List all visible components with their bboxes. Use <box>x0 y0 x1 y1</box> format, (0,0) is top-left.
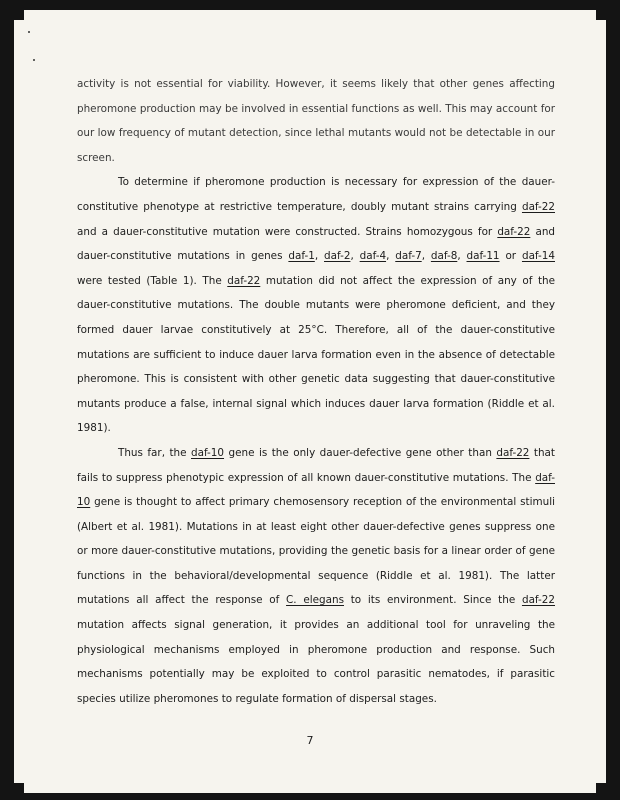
document-page <box>14 10 606 793</box>
gene-name: daf-8 <box>430 250 458 263</box>
text-run: , <box>421 250 431 263</box>
text-run: were tested (Table 1). The <box>77 274 228 287</box>
text-run: , <box>457 250 467 263</box>
page-corner-bottom-right <box>596 783 606 793</box>
paper-speck <box>33 59 35 61</box>
gene-name: C. elegans <box>286 594 344 607</box>
gene-name: daf-10 <box>77 471 555 509</box>
gene-name: daf-22 <box>496 446 530 459</box>
gene-name: daf-11 <box>466 250 500 263</box>
text-run: mutation did not affect the expression of any of the dauer-constitutive mutations. The double mutants were pheromone deficient, and they formed dauer larvae constitutively at 25°C. Therefore, all of the dauer-constitutive mutations are sufficient to induce dauer larva formation even in the absence of detectable pheromone. This is consistent with other genetic data suggesting that dauer-constitutive mutants produce a false, internal signal which induces dauer larva formation (Riddle et al. 1981). <box>77 274 555 435</box>
text-run: and dauer-constitutive mutations in genes <box>77 225 556 263</box>
gene-name: daf-7 <box>395 250 422 263</box>
text-run: , <box>314 250 325 263</box>
body-text <box>77 72 555 711</box>
text-run: activity is not essential for viability. However, it seems likely that other genes affecting pheromone production may be involved in essential functions as well. This may account for our low frequency of mutant detection, since lethal mutants would not be detectable in our screen. <box>77 78 555 164</box>
gene-name: daf-14 <box>521 250 555 263</box>
gene-name: daf-22 <box>521 200 555 213</box>
gene-name: daf-22 <box>521 594 555 607</box>
gene-name: daf-10 <box>191 446 225 459</box>
gene-name: daf-22 <box>497 225 531 238</box>
gene-name: daf-4 <box>359 250 387 263</box>
page-corner-bottom-left <box>14 783 24 793</box>
page-corner-top-right <box>596 10 606 20</box>
gene-name: daf-1 <box>288 250 315 263</box>
text-run: that fails to suppress phenotypic expression of all known dauer-constitutive mutations. The <box>77 446 555 484</box>
page-number: 7 <box>306 734 314 747</box>
page-corner-top-left <box>14 10 24 20</box>
gene-name: daf-2 <box>324 250 351 263</box>
text-run: mutation affects signal generation, it provides an additional tool for unraveling the physiological mechanisms employed in pheromone production and response. Such mechanisms potentially may be exploited to control parasitic nematodes, if parasitic species utilize pheromones to regulate formation of dispersal stages. <box>77 619 555 705</box>
text-run: or <box>499 250 522 263</box>
paper-speck <box>28 31 30 33</box>
paragraph-1 <box>77 72 555 170</box>
text-run: , <box>350 250 360 263</box>
text-run: and a dauer-constitutive mutation were constructed. Strains homozygous for <box>77 225 498 238</box>
text-run: Thus far, the <box>118 446 191 459</box>
text-run: To determine if pheromone production is necessary for expression of the dauer-constitutive phenotype at restrictive temperature, doubly mutant strains carrying <box>77 176 555 213</box>
gene-name: daf-22 <box>227 274 261 287</box>
paragraph-2 <box>77 170 555 441</box>
paragraph-3 <box>77 441 555 712</box>
text-run: , <box>386 250 396 263</box>
text-run: gene is the only dauer-defective gene other than <box>224 446 497 459</box>
text-run: to its environment. Since the <box>343 594 522 607</box>
text-run: gene is thought to affect primary chemosensory reception of the environmental stimuli (Albert et al. 1981). Mutations in at least eight other dauer-defective genes suppress one or more dauer-constitutive mutations, providing the genetic basis for a linear order of gene functions in the behavioral/developmental sequence (Riddle et al. 1981). The latter mutations all affect the response of <box>77 496 555 607</box>
